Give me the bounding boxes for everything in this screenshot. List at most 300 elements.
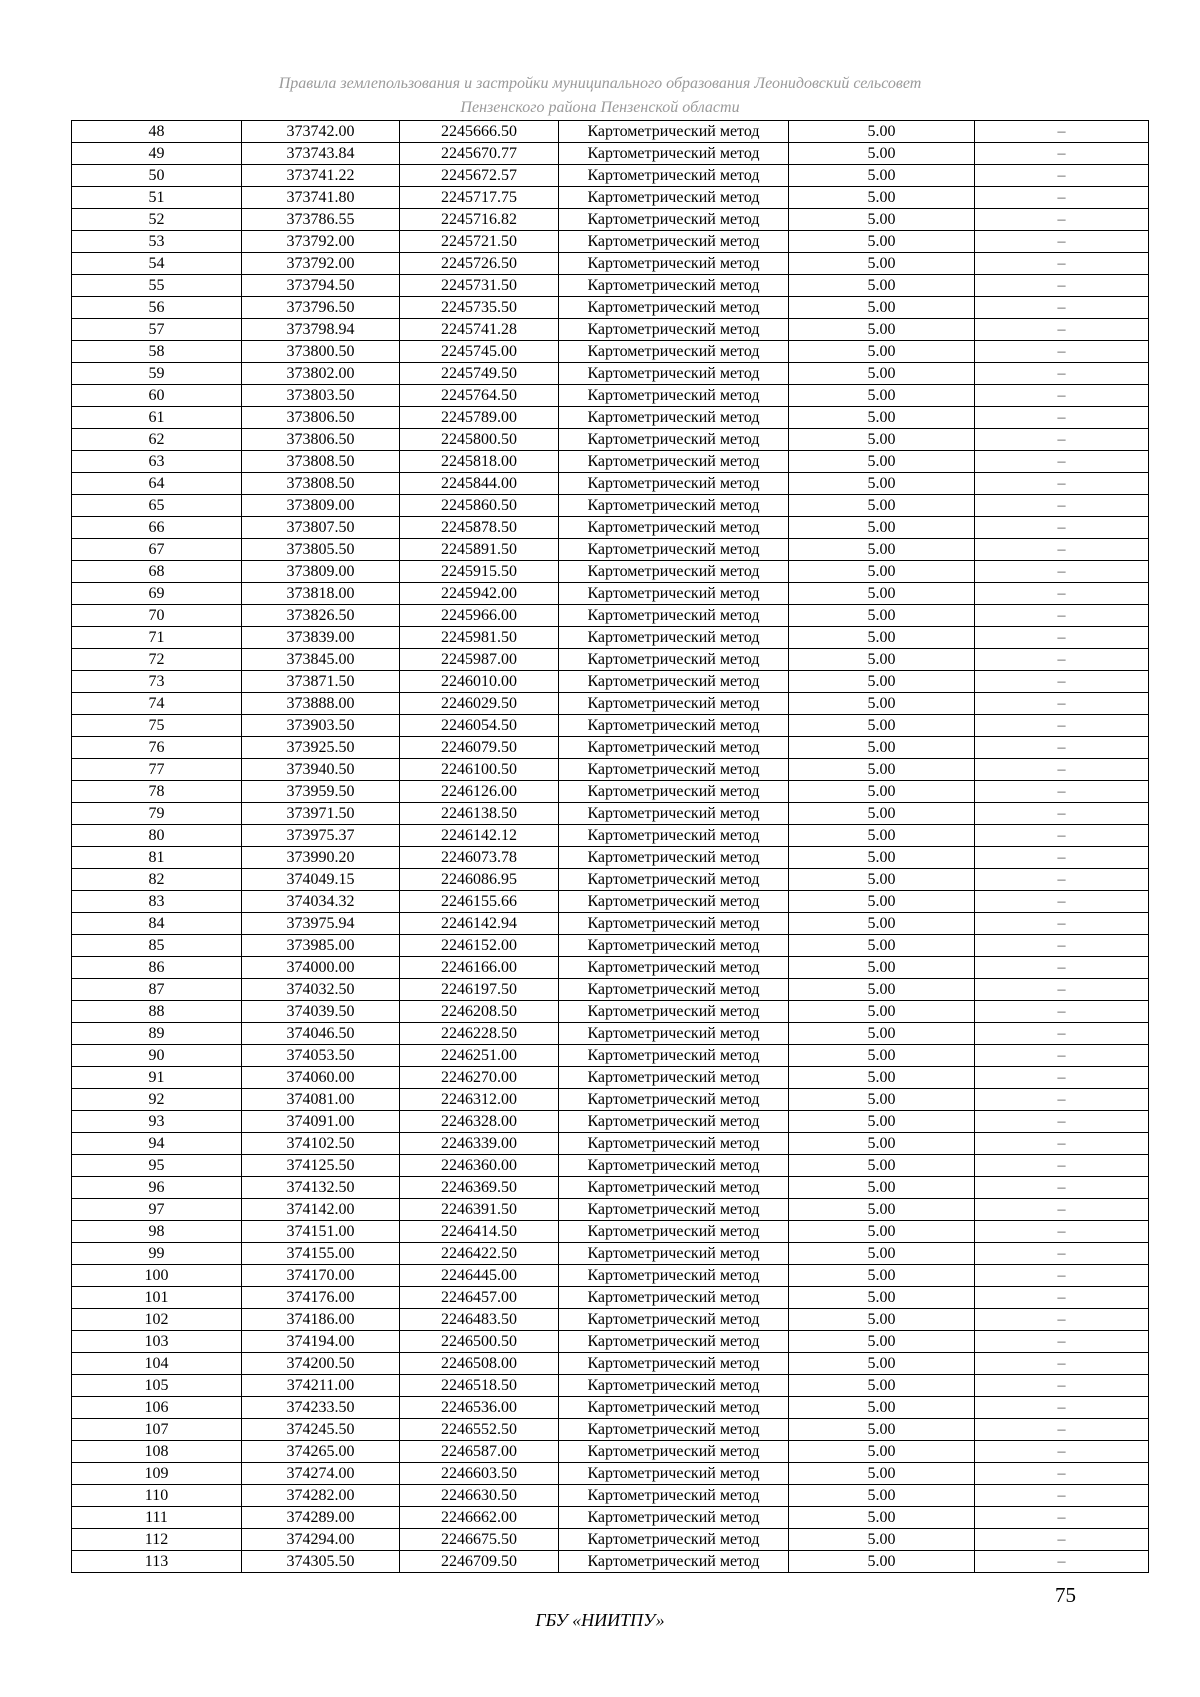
- table-row: [72, 231, 1149, 253]
- table-row: [72, 297, 1149, 319]
- y-coordinate-cell: 2246328.00: [400, 1111, 559, 1133]
- x-coordinate-cell: 373888.00: [242, 693, 400, 715]
- table-row: [72, 737, 1149, 759]
- point-number-cell: 81: [72, 847, 242, 869]
- method-cell: Картометрический метод: [559, 1243, 789, 1265]
- description-cell: –: [975, 1529, 1149, 1551]
- table-row: [72, 781, 1149, 803]
- description-cell: –: [975, 1089, 1149, 1111]
- y-coordinate-cell: 2246197.50: [400, 979, 559, 1001]
- point-number-cell: 90: [72, 1045, 242, 1067]
- x-coordinate-cell: 373808.50: [242, 451, 400, 473]
- table-row: [72, 1111, 1149, 1133]
- table-row: [72, 209, 1149, 231]
- method-cell: Картометрический метод: [559, 1353, 789, 1375]
- x-coordinate-cell: 374125.50: [242, 1155, 400, 1177]
- description-cell: –: [975, 1397, 1149, 1419]
- y-coordinate-cell: 2246054.50: [400, 715, 559, 737]
- y-coordinate-cell: 2246073.78: [400, 847, 559, 869]
- point-number-cell: 76: [72, 737, 242, 759]
- accuracy-cell: 5.00: [789, 1331, 975, 1353]
- description-cell: –: [975, 583, 1149, 605]
- table-row: [72, 605, 1149, 627]
- x-coordinate-cell: 373903.50: [242, 715, 400, 737]
- point-number-cell: 65: [72, 495, 242, 517]
- y-coordinate-cell: 2245741.28: [400, 319, 559, 341]
- y-coordinate-cell: 2246138.50: [400, 803, 559, 825]
- method-cell: Картометрический метод: [559, 473, 789, 495]
- method-cell: Картометрический метод: [559, 1133, 789, 1155]
- y-coordinate-cell: 2245942.00: [400, 583, 559, 605]
- method-cell: Картометрический метод: [559, 847, 789, 869]
- point-number-cell: 101: [72, 1287, 242, 1309]
- accuracy-cell: 5.00: [789, 1353, 975, 1375]
- method-cell: Картометрический метод: [559, 319, 789, 341]
- method-cell: Картометрический метод: [559, 231, 789, 253]
- x-coordinate-cell: 373796.50: [242, 297, 400, 319]
- point-number-cell: 82: [72, 869, 242, 891]
- y-coordinate-cell: 2245891.50: [400, 539, 559, 561]
- description-cell: –: [975, 385, 1149, 407]
- description-cell: –: [975, 1177, 1149, 1199]
- point-number-cell: 94: [72, 1133, 242, 1155]
- y-coordinate-cell: 2246414.50: [400, 1221, 559, 1243]
- description-cell: –: [975, 869, 1149, 891]
- point-number-cell: 54: [72, 253, 242, 275]
- point-number-cell: 93: [72, 1111, 242, 1133]
- point-number-cell: 66: [72, 517, 242, 539]
- accuracy-cell: 5.00: [789, 1287, 975, 1309]
- point-number-cell: 108: [72, 1441, 242, 1463]
- x-coordinate-cell: 373803.50: [242, 385, 400, 407]
- table-row: [72, 891, 1149, 913]
- page-number: 75: [1055, 1583, 1076, 1607]
- method-cell: Картометрический метод: [559, 1441, 789, 1463]
- method-cell: Картометрический метод: [559, 1045, 789, 1067]
- method-cell: Картометрический метод: [559, 1001, 789, 1023]
- y-coordinate-cell: 2245966.00: [400, 605, 559, 627]
- description-cell: –: [975, 781, 1149, 803]
- description-cell: –: [975, 1023, 1149, 1045]
- description-cell: –: [975, 231, 1149, 253]
- x-coordinate-cell: 374282.00: [242, 1485, 400, 1507]
- y-coordinate-cell: 2246251.00: [400, 1045, 559, 1067]
- description-cell: –: [975, 495, 1149, 517]
- table-row: [72, 363, 1149, 385]
- description-cell: –: [975, 121, 1149, 143]
- accuracy-cell: 5.00: [789, 935, 975, 957]
- method-cell: Картометрический метод: [559, 649, 789, 671]
- table-row: [72, 803, 1149, 825]
- x-coordinate-cell: 374132.50: [242, 1177, 400, 1199]
- y-coordinate-cell: 2245915.50: [400, 561, 559, 583]
- y-coordinate-cell: 2246518.50: [400, 1375, 559, 1397]
- table-row: [72, 869, 1149, 891]
- x-coordinate-cell: 374155.00: [242, 1243, 400, 1265]
- table-row: [72, 1353, 1149, 1375]
- description-cell: –: [975, 165, 1149, 187]
- y-coordinate-cell: 2245987.00: [400, 649, 559, 671]
- point-number-cell: 98: [72, 1221, 242, 1243]
- table-row: [72, 649, 1149, 671]
- point-number-cell: 100: [72, 1265, 242, 1287]
- description-cell: –: [975, 1133, 1149, 1155]
- x-coordinate-cell: 374091.00: [242, 1111, 400, 1133]
- y-coordinate-cell: 2245981.50: [400, 627, 559, 649]
- point-number-cell: 103: [72, 1331, 242, 1353]
- x-coordinate-cell: 373792.00: [242, 253, 400, 275]
- accuracy-cell: 5.00: [789, 1199, 975, 1221]
- x-coordinate-cell: 374060.00: [242, 1067, 400, 1089]
- y-coordinate-cell: 2246483.50: [400, 1309, 559, 1331]
- method-cell: Картометрический метод: [559, 1463, 789, 1485]
- point-number-cell: 77: [72, 759, 242, 781]
- table-row: [72, 693, 1149, 715]
- description-cell: –: [975, 429, 1149, 451]
- point-number-cell: 112: [72, 1529, 242, 1551]
- x-coordinate-cell: 374200.50: [242, 1353, 400, 1375]
- x-coordinate-cell: 373806.50: [242, 429, 400, 451]
- y-coordinate-cell: 2246709.50: [400, 1551, 559, 1573]
- x-coordinate-cell: 373925.50: [242, 737, 400, 759]
- point-number-cell: 52: [72, 209, 242, 231]
- point-number-cell: 71: [72, 627, 242, 649]
- x-coordinate-cell: 373800.50: [242, 341, 400, 363]
- accuracy-cell: 5.00: [789, 605, 975, 627]
- x-coordinate-cell: 374034.32: [242, 891, 400, 913]
- point-number-cell: 84: [72, 913, 242, 935]
- x-coordinate-cell: 374081.00: [242, 1089, 400, 1111]
- accuracy-cell: 5.00: [789, 979, 975, 1001]
- method-cell: Картометрический метод: [559, 1331, 789, 1353]
- table-row: [72, 407, 1149, 429]
- y-coordinate-cell: 2245717.75: [400, 187, 559, 209]
- description-cell: –: [975, 913, 1149, 935]
- table-row: [72, 957, 1149, 979]
- x-coordinate-cell: 373808.50: [242, 473, 400, 495]
- table-row: [72, 1243, 1149, 1265]
- table-row: [72, 495, 1149, 517]
- table-row: [72, 1221, 1149, 1243]
- y-coordinate-cell: 2246010.00: [400, 671, 559, 693]
- accuracy-cell: 5.00: [789, 1155, 975, 1177]
- description-cell: –: [975, 187, 1149, 209]
- description-cell: –: [975, 737, 1149, 759]
- x-coordinate-cell: 374053.50: [242, 1045, 400, 1067]
- table-row: [72, 165, 1149, 187]
- description-cell: –: [975, 627, 1149, 649]
- y-coordinate-cell: 2245666.50: [400, 121, 559, 143]
- accuracy-cell: 5.00: [789, 781, 975, 803]
- point-number-cell: 49: [72, 143, 242, 165]
- method-cell: Картометрический метод: [559, 143, 789, 165]
- table-row: [72, 319, 1149, 341]
- point-number-cell: 104: [72, 1353, 242, 1375]
- accuracy-cell: 5.00: [789, 561, 975, 583]
- method-cell: Картометрический метод: [559, 1397, 789, 1419]
- y-coordinate-cell: 2246208.50: [400, 1001, 559, 1023]
- x-coordinate-cell: 374194.00: [242, 1331, 400, 1353]
- method-cell: Картометрический метод: [559, 605, 789, 627]
- method-cell: Картометрический метод: [559, 715, 789, 737]
- description-cell: –: [975, 891, 1149, 913]
- x-coordinate-cell: 373809.00: [242, 495, 400, 517]
- y-coordinate-cell: 2246126.00: [400, 781, 559, 803]
- accuracy-cell: 5.00: [789, 583, 975, 605]
- accuracy-cell: 5.00: [789, 671, 975, 693]
- x-coordinate-cell: 373805.50: [242, 539, 400, 561]
- point-number-cell: 55: [72, 275, 242, 297]
- point-number-cell: 89: [72, 1023, 242, 1045]
- x-coordinate-cell: 373807.50: [242, 517, 400, 539]
- y-coordinate-cell: 2245670.77: [400, 143, 559, 165]
- x-coordinate-cell: 374233.50: [242, 1397, 400, 1419]
- accuracy-cell: 5.00: [789, 737, 975, 759]
- table-row: [72, 1001, 1149, 1023]
- description-cell: –: [975, 1243, 1149, 1265]
- y-coordinate-cell: 2246155.66: [400, 891, 559, 913]
- method-cell: Картометрический метод: [559, 869, 789, 891]
- method-cell: Картометрический метод: [559, 671, 789, 693]
- method-cell: Картометрический метод: [559, 363, 789, 385]
- accuracy-cell: 5.00: [789, 341, 975, 363]
- table-row: [72, 561, 1149, 583]
- point-number-cell: 106: [72, 1397, 242, 1419]
- method-cell: Картометрический метод: [559, 517, 789, 539]
- point-number-cell: 83: [72, 891, 242, 913]
- description-cell: –: [975, 803, 1149, 825]
- table-row: [72, 429, 1149, 451]
- x-coordinate-cell: 374049.15: [242, 869, 400, 891]
- x-coordinate-cell: 373794.50: [242, 275, 400, 297]
- table-row: [72, 1441, 1149, 1463]
- accuracy-cell: 5.00: [789, 1001, 975, 1023]
- description-cell: –: [975, 451, 1149, 473]
- y-coordinate-cell: 2246422.50: [400, 1243, 559, 1265]
- y-coordinate-cell: 2245844.00: [400, 473, 559, 495]
- accuracy-cell: 5.00: [789, 209, 975, 231]
- y-coordinate-cell: 2245749.50: [400, 363, 559, 385]
- y-coordinate-cell: 2246445.00: [400, 1265, 559, 1287]
- y-coordinate-cell: 2246536.00: [400, 1397, 559, 1419]
- y-coordinate-cell: 2246587.00: [400, 1441, 559, 1463]
- y-coordinate-cell: 2246630.50: [400, 1485, 559, 1507]
- description-cell: –: [975, 693, 1149, 715]
- description-cell: –: [975, 1331, 1149, 1353]
- description-cell: –: [975, 1287, 1149, 1309]
- table-row: [72, 1551, 1149, 1573]
- point-number-cell: 68: [72, 561, 242, 583]
- y-coordinate-cell: 2245860.50: [400, 495, 559, 517]
- accuracy-cell: 5.00: [789, 407, 975, 429]
- description-cell: –: [975, 1045, 1149, 1067]
- table-row: [72, 1089, 1149, 1111]
- method-cell: Картометрический метод: [559, 1419, 789, 1441]
- y-coordinate-cell: 2245726.50: [400, 253, 559, 275]
- table-row: [72, 451, 1149, 473]
- y-coordinate-cell: 2245818.00: [400, 451, 559, 473]
- description-cell: –: [975, 1155, 1149, 1177]
- accuracy-cell: 5.00: [789, 231, 975, 253]
- description-cell: –: [975, 935, 1149, 957]
- table-row: [72, 539, 1149, 561]
- table-row: [72, 473, 1149, 495]
- point-number-cell: 67: [72, 539, 242, 561]
- table-row: [72, 1067, 1149, 1089]
- x-coordinate-cell: 374046.50: [242, 1023, 400, 1045]
- y-coordinate-cell: 2246100.50: [400, 759, 559, 781]
- method-cell: Картометрический метод: [559, 737, 789, 759]
- coordinates-table: [71, 120, 1149, 1573]
- description-cell: –: [975, 209, 1149, 231]
- table-row: [72, 1023, 1149, 1045]
- accuracy-cell: 5.00: [789, 1507, 975, 1529]
- method-cell: Картометрический метод: [559, 627, 789, 649]
- y-coordinate-cell: 2245764.50: [400, 385, 559, 407]
- method-cell: Картометрический метод: [559, 957, 789, 979]
- x-coordinate-cell: 373798.94: [242, 319, 400, 341]
- x-coordinate-cell: 373975.37: [242, 825, 400, 847]
- point-number-cell: 111: [72, 1507, 242, 1529]
- accuracy-cell: 5.00: [789, 363, 975, 385]
- y-coordinate-cell: 2246360.00: [400, 1155, 559, 1177]
- method-cell: Картометрический метод: [559, 935, 789, 957]
- point-number-cell: 102: [72, 1309, 242, 1331]
- description-cell: –: [975, 649, 1149, 671]
- accuracy-cell: 5.00: [789, 429, 975, 451]
- running-header: [0, 72, 1200, 120]
- accuracy-cell: 5.00: [789, 759, 975, 781]
- table-row: [72, 1177, 1149, 1199]
- point-number-cell: 63: [72, 451, 242, 473]
- accuracy-cell: 5.00: [789, 165, 975, 187]
- running-header-line-1: Правила землепользования и застройки муниципального образования Леонидовский сельсовет: [278, 75, 922, 92]
- x-coordinate-cell: 374305.50: [242, 1551, 400, 1573]
- method-cell: Картометрический метод: [559, 1221, 789, 1243]
- x-coordinate-cell: 373806.50: [242, 407, 400, 429]
- table-row: [72, 1133, 1149, 1155]
- x-coordinate-cell: 373940.50: [242, 759, 400, 781]
- point-number-cell: 59: [72, 363, 242, 385]
- description-cell: –: [975, 1507, 1149, 1529]
- table-row: [72, 143, 1149, 165]
- accuracy-cell: 5.00: [789, 539, 975, 561]
- point-number-cell: 61: [72, 407, 242, 429]
- method-cell: Картометрический метод: [559, 1375, 789, 1397]
- x-coordinate-cell: 374102.50: [242, 1133, 400, 1155]
- x-coordinate-cell: 373845.00: [242, 649, 400, 671]
- table-row: [72, 715, 1149, 737]
- x-coordinate-cell: 374186.00: [242, 1309, 400, 1331]
- table-row: [72, 1309, 1149, 1331]
- point-number-cell: 69: [72, 583, 242, 605]
- y-coordinate-cell: 2245716.82: [400, 209, 559, 231]
- point-number-cell: 58: [72, 341, 242, 363]
- y-coordinate-cell: 2246142.94: [400, 913, 559, 935]
- x-coordinate-cell: 373971.50: [242, 803, 400, 825]
- x-coordinate-cell: 373792.00: [242, 231, 400, 253]
- y-coordinate-cell: 2246166.00: [400, 957, 559, 979]
- table-row: [72, 935, 1149, 957]
- accuracy-cell: 5.00: [789, 649, 975, 671]
- description-cell: –: [975, 1309, 1149, 1331]
- accuracy-cell: 5.00: [789, 803, 975, 825]
- description-cell: –: [975, 1551, 1149, 1573]
- point-number-cell: 73: [72, 671, 242, 693]
- method-cell: Картометрический метод: [559, 891, 789, 913]
- accuracy-cell: 5.00: [789, 1067, 975, 1089]
- table-row: [72, 1397, 1149, 1419]
- accuracy-cell: 5.00: [789, 1463, 975, 1485]
- x-coordinate-cell: 373743.84: [242, 143, 400, 165]
- method-cell: Картометрический метод: [559, 1507, 789, 1529]
- method-cell: Картометрический метод: [559, 407, 789, 429]
- x-coordinate-cell: 373975.94: [242, 913, 400, 935]
- point-number-cell: 92: [72, 1089, 242, 1111]
- point-number-cell: 91: [72, 1067, 242, 1089]
- y-coordinate-cell: 2246228.50: [400, 1023, 559, 1045]
- point-number-cell: 107: [72, 1419, 242, 1441]
- y-coordinate-cell: 2245800.50: [400, 429, 559, 451]
- y-coordinate-cell: 2246270.00: [400, 1067, 559, 1089]
- method-cell: Картометрический метод: [559, 1485, 789, 1507]
- accuracy-cell: 5.00: [789, 121, 975, 143]
- method-cell: Картометрический метод: [559, 913, 789, 935]
- point-number-cell: 51: [72, 187, 242, 209]
- description-cell: –: [975, 1419, 1149, 1441]
- table-row: [72, 979, 1149, 1001]
- table-row: [72, 1287, 1149, 1309]
- table-row: [72, 385, 1149, 407]
- description-cell: –: [975, 605, 1149, 627]
- description-cell: –: [975, 1485, 1149, 1507]
- method-cell: Картометрический метод: [559, 451, 789, 473]
- description-cell: –: [975, 759, 1149, 781]
- y-coordinate-cell: 2246339.00: [400, 1133, 559, 1155]
- accuracy-cell: 5.00: [789, 693, 975, 715]
- table-row: [72, 341, 1149, 363]
- point-number-cell: 64: [72, 473, 242, 495]
- accuracy-cell: 5.00: [789, 275, 975, 297]
- accuracy-cell: 5.00: [789, 187, 975, 209]
- description-cell: –: [975, 1441, 1149, 1463]
- point-number-cell: 99: [72, 1243, 242, 1265]
- table-row: [72, 1507, 1149, 1529]
- table-row: [72, 913, 1149, 935]
- accuracy-cell: 5.00: [789, 1243, 975, 1265]
- x-coordinate-cell: 374211.00: [242, 1375, 400, 1397]
- point-number-cell: 72: [72, 649, 242, 671]
- x-coordinate-cell: 373818.00: [242, 583, 400, 605]
- description-cell: –: [975, 517, 1149, 539]
- method-cell: Картометрический метод: [559, 165, 789, 187]
- y-coordinate-cell: 2246662.00: [400, 1507, 559, 1529]
- method-cell: Картометрический метод: [559, 1199, 789, 1221]
- y-coordinate-cell: 2246086.95: [400, 869, 559, 891]
- y-coordinate-cell: 2245672.57: [400, 165, 559, 187]
- point-number-cell: 105: [72, 1375, 242, 1397]
- point-number-cell: 113: [72, 1551, 242, 1573]
- x-coordinate-cell: 374176.00: [242, 1287, 400, 1309]
- y-coordinate-cell: 2245721.50: [400, 231, 559, 253]
- method-cell: Картометрический метод: [559, 209, 789, 231]
- description-cell: –: [975, 715, 1149, 737]
- x-coordinate-cell: 374294.00: [242, 1529, 400, 1551]
- method-cell: Картометрический метод: [559, 759, 789, 781]
- description-cell: –: [975, 407, 1149, 429]
- description-cell: –: [975, 825, 1149, 847]
- table-row: [72, 627, 1149, 649]
